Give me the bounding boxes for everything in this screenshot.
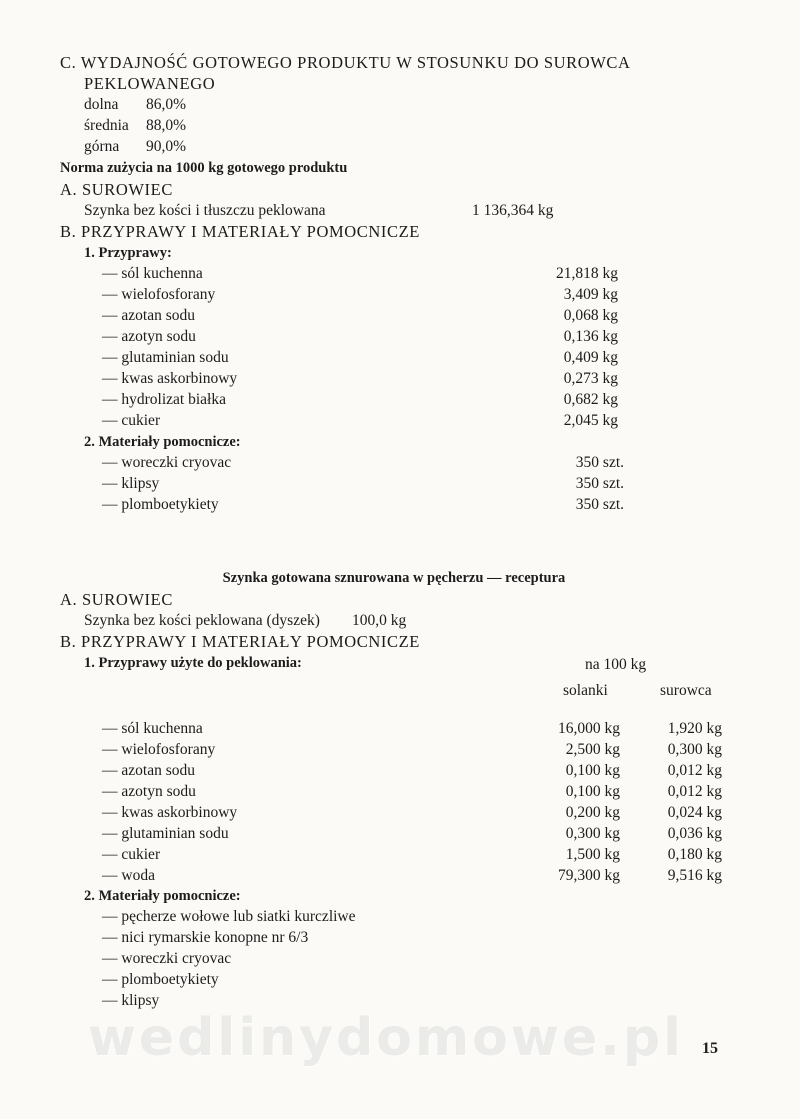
recipe-spice-solanki: 0,100 kg	[565, 783, 620, 800]
norma-heading: Norma zużycia na 1000 kg gotowego produktu	[60, 160, 348, 176]
material-name: — woreczki cryovac	[102, 454, 232, 471]
recipe-spice-name: — cukier	[102, 846, 161, 863]
recipe-spice-solanki: 79,300 kg	[558, 867, 620, 884]
recipe-spice-solanki: 0,100 kg	[565, 762, 620, 779]
per-label: na 100 kg	[585, 656, 647, 673]
yield-label: średnia	[84, 117, 129, 134]
recipe-spice-name: — glutaminian sodu	[102, 825, 229, 842]
spice-value: 0,068 kg	[563, 307, 618, 324]
column-header-surowca: surowca	[660, 682, 712, 699]
recipe-material-item: — woreczki cryovac	[102, 950, 232, 967]
material-value: 350 szt.	[575, 475, 624, 492]
recipe-spice-name: — sól kuchenna	[102, 720, 203, 737]
recipe-a-heading: A. SUROWIEC	[60, 590, 173, 609]
recipe-spice-surowca: 1,920 kg	[667, 720, 722, 737]
material-value: 350 szt.	[575, 496, 624, 513]
spice-value: 21,818 kg	[556, 265, 618, 282]
recipe-spice-solanki: 16,000 kg	[558, 720, 620, 737]
section-c-heading: C. WYDAJNOŚĆ GOTOWEGO PRODUKTU W STOSUNKU DO SUROWCA	[60, 53, 631, 72]
norma-a-item: Szynka bez kości i tłuszczu peklowana	[84, 202, 326, 219]
material-value: 350 szt.	[575, 454, 624, 471]
material-name: — plomboetykiety	[102, 496, 219, 513]
yield-value: 88,0%	[146, 117, 187, 134]
recipe-material-item: — plomboetykiety	[102, 971, 219, 988]
recipe-spice-solanki: 0,200 kg	[565, 804, 620, 821]
spice-name: — hydrolizat białka	[102, 391, 226, 408]
spice-name: — azotan sodu	[102, 307, 195, 324]
recipe-spice-surowca: 0,012 kg	[667, 762, 722, 779]
spice-value: 3,409 kg	[563, 286, 618, 303]
spice-value: 0,409 kg	[563, 349, 618, 366]
recipe-spice-surowca: 0,024 kg	[667, 804, 722, 821]
recipe-a-item: Szynka bez kości peklowana (dyszek)	[84, 612, 320, 629]
yield-label: górna	[84, 138, 120, 155]
spice-name: — sól kuchenna	[102, 265, 203, 282]
column-header-solanki: solanki	[563, 682, 608, 699]
spice-value: 2,045 kg	[563, 412, 618, 429]
spice-value: 0,273 kg	[563, 370, 618, 387]
recipe-spice-name: — azotyn sodu	[102, 783, 196, 800]
spice-name: — azotyn sodu	[102, 328, 196, 345]
norma-a-value: 1 136,364 kg	[472, 202, 554, 219]
recipe-spice-surowca: 0,012 kg	[667, 783, 722, 800]
norma-spices-heading: 1. Przyprawy:	[84, 245, 172, 261]
yield-label: dolna	[84, 96, 119, 113]
spice-value: 0,136 kg	[563, 328, 618, 345]
recipe-spice-surowca: 0,300 kg	[667, 741, 722, 758]
recipe-spice-name: — kwas askorbinowy	[102, 804, 238, 821]
recipe-material-item: — klipsy	[102, 992, 160, 1009]
recipe-spice-solanki: 2,500 kg	[565, 741, 620, 758]
section-c-heading-cont: PEKLOWANEGO	[84, 74, 216, 93]
recipe-spices-heading: 1. Przyprawy użyte do peklowania:	[84, 655, 302, 671]
norma-materials-heading: 2. Materiały pomocnicze:	[84, 434, 241, 450]
site-watermark: wedlinydomowe.pl	[88, 1008, 685, 1068]
norma-a-heading: A. SUROWIEC	[60, 180, 173, 199]
recipe-spice-solanki: 1,500 kg	[565, 846, 620, 863]
spice-name: — kwas askorbinowy	[102, 370, 238, 387]
recipe-spice-name: — azotan sodu	[102, 762, 195, 779]
recipe-material-item: — nici rymarskie konopne nr 6/3	[102, 929, 309, 946]
spice-name: — glutaminian sodu	[102, 349, 229, 366]
recipe-materials-heading: 2. Materiały pomocnicze:	[84, 888, 241, 904]
yield-value: 86,0%	[146, 96, 187, 113]
recipe-spice-name: — woda	[102, 867, 155, 884]
recipe-spice-surowca: 0,180 kg	[667, 846, 722, 863]
recipe-spice-surowca: 9,516 kg	[667, 867, 722, 884]
recipe-spice-surowca: 0,036 kg	[667, 825, 722, 842]
recipe-a-value: 100,0 kg	[352, 612, 407, 629]
yield-value: 90,0%	[146, 138, 187, 155]
recipe-title: Szynka gotowana sznurowana w pęcherzu — receptura	[222, 570, 566, 586]
material-name: — klipsy	[102, 475, 160, 492]
recipe-b-heading: B. PRZYPRAWY I MATERIAŁY POMOCNICZE	[60, 632, 420, 651]
recipe-spice-name: — wielofosforany	[102, 741, 216, 758]
page-number: 15	[702, 1040, 718, 1057]
spice-name: — wielofosforany	[102, 286, 216, 303]
spice-name: — cukier	[102, 412, 161, 429]
norma-b-heading: B. PRZYPRAWY I MATERIAŁY POMOCNICZE	[60, 222, 420, 241]
recipe-spice-solanki: 0,300 kg	[565, 825, 620, 842]
spice-value: 0,682 kg	[563, 391, 618, 408]
recipe-material-item: — pęcherze wołowe lub siatki kurczliwe	[102, 908, 356, 925]
